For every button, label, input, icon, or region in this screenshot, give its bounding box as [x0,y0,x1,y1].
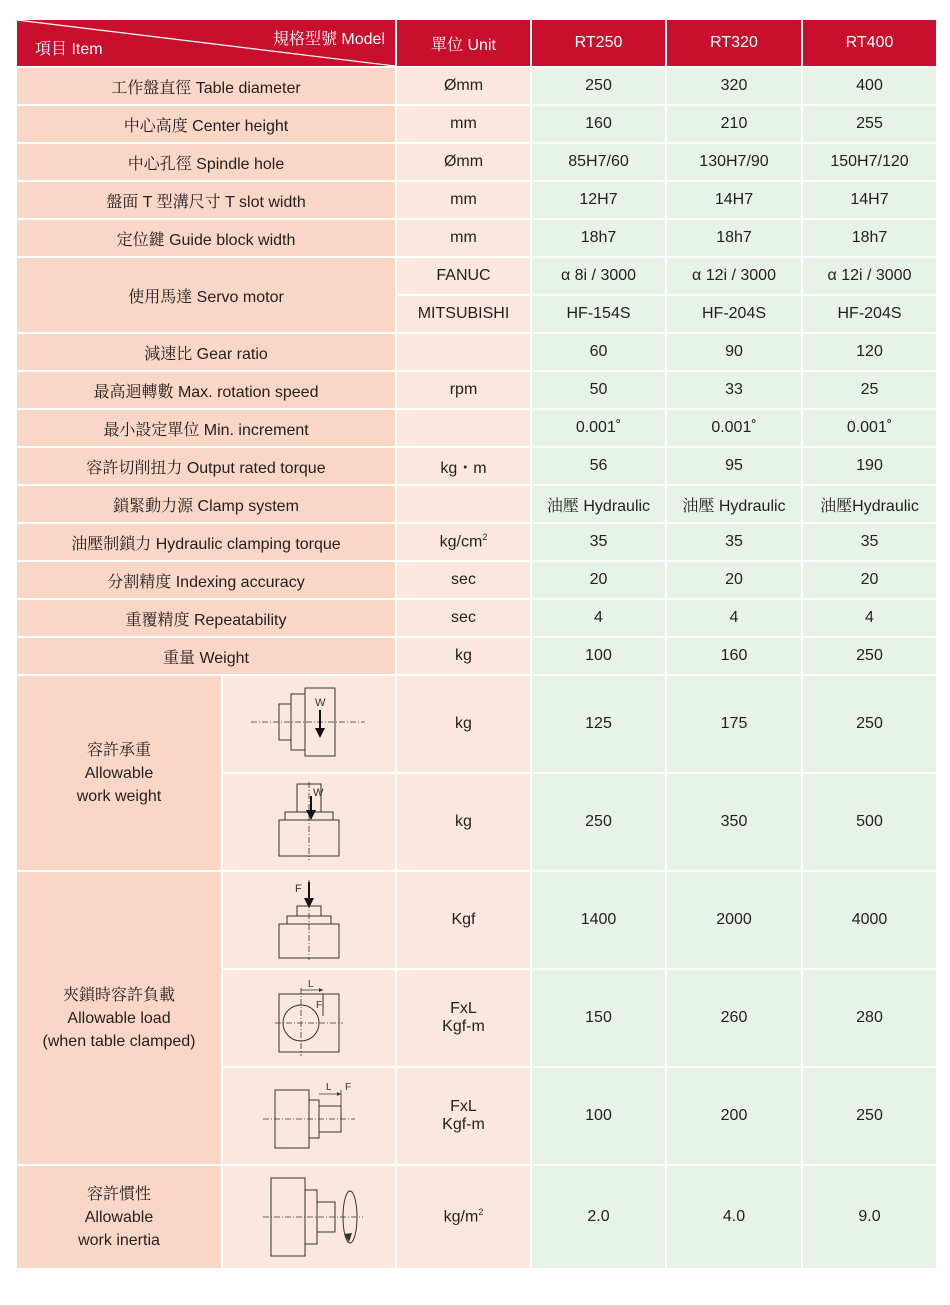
row-unit [396,523,531,561]
row-name: 盤面 T 型溝尺寸 T slot width [16,181,396,219]
value-rt400: 35 [802,523,937,561]
label-zh: 容許承重 [86,741,151,759]
table-row [16,637,937,675]
unit-line: FxL [450,1098,477,1115]
value-rt400: 0.001˚ [802,409,937,447]
value-rt400: 120 [802,333,937,371]
row-unit: MITSUBISHI [396,295,531,333]
row-name: 容許切削扭力 Output rated torque [16,447,396,485]
axial-force-diagram [249,880,369,960]
row-name: 中心孔徑 Spindle hole [16,143,396,181]
length-letter: L [326,1082,332,1093]
item-header-label: 項目 Item [35,41,103,58]
value-rt400: 18h7 [802,219,937,257]
row-unit: mm [396,181,531,219]
value-rt320: 200 [666,1067,802,1165]
model-header-rt400: RT400 [802,19,937,67]
row-name: 中心高度 Center height [16,105,396,143]
value-rt400: 255 [802,105,937,143]
unit-text: kg/m [443,1208,479,1226]
value-rt320: 160 [666,637,802,675]
value-rt400: 25 [802,371,937,409]
value-rt250: 12H7 [531,181,666,219]
value-rt320: 210 [666,105,802,143]
value-rt320: 14H7 [666,181,802,219]
row-name: 減速比 Gear ratio [16,333,396,371]
unit-line: Kgf [451,911,476,928]
label-en: Allowable load [67,1009,171,1027]
value-rt400: 20 [802,561,937,599]
value-rt320: 95 [666,447,802,485]
label-en: Allowable [84,1208,154,1226]
value-rt320: 0.001˚ [666,409,802,447]
row-unit: kg [396,675,531,773]
table-row [16,1165,937,1269]
value-rt320: α 12i / 3000 [666,257,802,295]
table-row [16,675,937,773]
row-name: 重量 Weight [16,637,396,675]
table-row [16,599,937,637]
value-rt250: 18h7 [531,219,666,257]
row-unit [396,871,531,969]
table-row [16,67,937,105]
value-rt400: 250 [802,1067,937,1165]
weight-letter: W [315,697,326,709]
table-row [16,219,937,257]
row-unit [396,409,531,447]
row-unit: Ømm [396,67,531,105]
table-row [16,871,937,969]
row-name: 最高迴轉數 Max. rotation speed [16,371,396,409]
value-rt400: 4 [802,599,937,637]
value-rt250: 20 [531,561,666,599]
axial-force-icon [222,871,396,969]
table-row [16,447,937,485]
work-weight-label [16,675,222,871]
horizontal-load-diagram [249,684,369,764]
servo-motor-name: 使用馬達 Servo motor [16,257,396,333]
value-rt250: 56 [531,447,666,485]
value-rt250: 125 [531,675,666,773]
row-name: 油壓制鎖力 Hydraulic clamping torque [16,523,396,561]
work-inertia-label [16,1165,222,1269]
row-unit [396,1067,531,1165]
unit-line: FxL [450,1000,477,1017]
value-rt250: 50 [531,371,666,409]
value-rt320: 33 [666,371,802,409]
table-row [16,561,937,599]
table-row [16,371,937,409]
value-rt320: 18h7 [666,219,802,257]
value-rt320: 4.0 [666,1165,802,1269]
table-row [16,333,937,371]
rotation-inertia-icon [222,1165,396,1269]
value-rt400: 500 [802,773,937,871]
value-rt320: 320 [666,67,802,105]
label-zh: 夾鎖時容許負載 [62,986,175,1004]
vertical-load-icon [222,773,396,871]
value-rt250: 1400 [531,871,666,969]
row-unit: sec [396,561,531,599]
label-en: (when table clamped) [42,1032,196,1050]
table-row [16,143,937,181]
force-letter: F [295,883,302,895]
value-rt250: 0.001˚ [531,409,666,447]
value-rt250: 160 [531,105,666,143]
unit-header: 單位 Unit [396,19,531,67]
value-rt320: 油壓 Hydraulic [666,485,802,523]
value-rt320: 350 [666,773,802,871]
vertical-moment-icon [222,969,396,1067]
row-unit: kg [396,637,531,675]
weight-letter: W [313,787,324,799]
value-rt250: 250 [531,773,666,871]
row-unit [396,485,531,523]
value-rt400: HF-204S [802,295,937,333]
unit-line: Kgf-m [442,1116,485,1133]
value-rt250: HF-154S [531,295,666,333]
value-rt320: HF-204S [666,295,802,333]
value-rt400: 250 [802,637,937,675]
label-zh: 容許慣性 [86,1185,151,1203]
value-rt250: 60 [531,333,666,371]
allowable-load-label [16,871,222,1165]
row-name: 分割精度 Indexing accuracy [16,561,396,599]
value-rt250: 2.0 [531,1165,666,1269]
value-rt320: 35 [666,523,802,561]
unit-text: kg/cm [439,533,483,551]
value-rt400: 400 [802,67,937,105]
value-rt400: α 12i / 3000 [802,257,937,295]
label-en: work inertia [78,1231,160,1249]
row-name: 最小設定單位 Min. increment [16,409,396,447]
row-unit: sec [396,599,531,637]
vertical-moment-diagram [249,978,369,1058]
force-letter: F [345,1082,352,1093]
row-unit [396,333,531,371]
row-unit: kg・m [396,447,531,485]
value-rt400: 280 [802,969,937,1067]
model-header-label: 規格型號 Model [272,31,385,48]
unit-line: Kgf-m [442,1018,485,1035]
table-row [16,523,937,561]
row-name: 重覆精度 Repeatability [16,599,396,637]
value-rt250: 100 [531,1067,666,1165]
value-rt400: 4000 [802,871,937,969]
model-header-rt250: RT250 [531,19,666,67]
value-rt400: 250 [802,675,937,773]
row-unit: rpm [396,371,531,409]
label-en: work weight [76,787,162,805]
value-rt320: 4 [666,599,802,637]
value-rt250: 250 [531,67,666,105]
rotation-inertia-diagram [249,1174,369,1260]
value-rt250: 150 [531,969,666,1067]
unit-exponent: 2 [478,1207,484,1218]
row-unit: FANUC [396,257,531,295]
row-unit [396,969,531,1067]
value-rt320: 260 [666,969,802,1067]
horizontal-moment-icon [222,1067,396,1165]
table-row [16,409,937,447]
value-rt400: 14H7 [802,181,937,219]
vertical-load-diagram [249,782,369,862]
row-unit: Ømm [396,143,531,181]
spec-table [15,18,938,1270]
table-row [16,181,937,219]
value-rt250: 85H7/60 [531,143,666,181]
value-rt320: 20 [666,561,802,599]
horizontal-load-icon [222,675,396,773]
row-unit: kg [396,773,531,871]
row-unit: mm [396,105,531,143]
value-rt250: 4 [531,599,666,637]
table-row [16,105,937,143]
value-rt400: 150H7/120 [802,143,937,181]
unit-exponent: 2 [482,532,488,543]
header-row [16,19,937,67]
value-rt320: 90 [666,333,802,371]
row-unit [396,1165,531,1269]
value-rt400: 油壓Hydraulic [802,485,937,523]
length-letter: L [308,979,314,990]
value-rt250: 35 [531,523,666,561]
row-name: 定位鍵 Guide block width [16,219,396,257]
value-rt250: 油壓 Hydraulic [531,485,666,523]
model-header-rt320: RT320 [666,19,802,67]
value-rt400: 190 [802,447,937,485]
value-rt250: α 8i / 3000 [531,257,666,295]
value-rt320: 175 [666,675,802,773]
row-name: 鎖緊動力源 Clamp system [16,485,396,523]
item-model-header [16,19,396,67]
value-rt320: 130H7/90 [666,143,802,181]
value-rt400: 9.0 [802,1165,937,1269]
table-row [16,257,937,295]
table-row [16,485,937,523]
row-name: 工作盤直徑 Table diameter [16,67,396,105]
value-rt320: 2000 [666,871,802,969]
force-letter: F [316,1000,323,1011]
label-en: Allowable [84,764,154,782]
horizontal-moment-diagram [249,1076,369,1156]
row-unit: mm [396,219,531,257]
value-rt250: 100 [531,637,666,675]
